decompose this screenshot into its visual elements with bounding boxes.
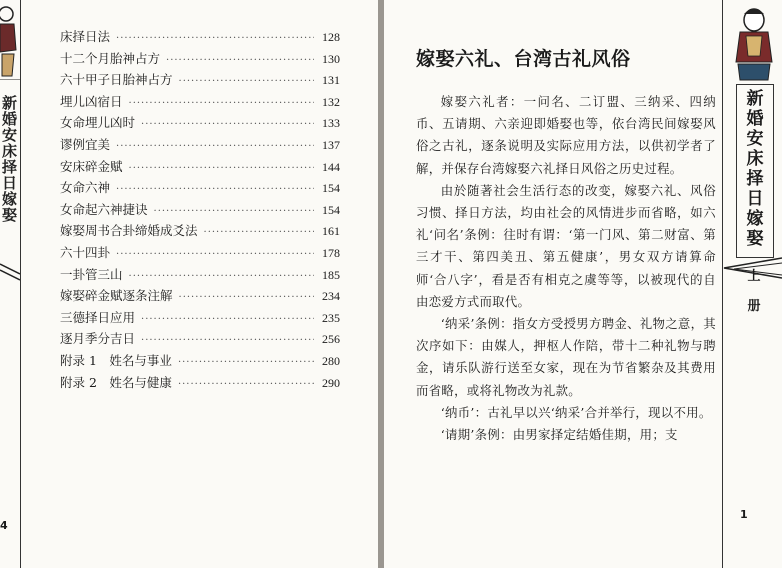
child-figure-icon	[732, 6, 776, 82]
toc-entry	[60, 70, 340, 92]
toc-leader-dots	[141, 335, 314, 346]
article	[416, 44, 716, 446]
toc-entry-page: 132	[322, 94, 340, 109]
right-page-number: 1	[740, 508, 748, 521]
toc-entry	[60, 243, 340, 265]
left-page-number: 4	[0, 519, 8, 532]
toc-leader-dots	[178, 357, 314, 368]
toc-entry-page: 131	[322, 73, 340, 88]
toc-leader-dots	[141, 314, 314, 325]
toc-entry-title: 六十四卦	[60, 244, 111, 260]
toc-entry-page: 235	[322, 310, 340, 325]
article-paragraph: ‘请期’条例：由男家择定结婚佳期，用；支	[440, 427, 678, 443]
article-paragraph: 嫁娶六礼者：一问名、二订盟、三纳采、四纳币、五请期、六亲迎即婚娶也等，依台湾民间嫁娶风俗之古礼，逐条说明及实际应用方法，以供初学者了解，并保存台湾嫁娶六礼择日风俗之历史过程。	[416, 94, 716, 176]
chevron-down-icon	[0, 262, 20, 284]
toc-entry-title: 逐月季分吉日	[60, 331, 136, 347]
toc-entry	[60, 178, 340, 200]
toc-entry-title: 嫁娶碎金赋逐条注解	[60, 288, 173, 304]
toc-entry	[60, 113, 340, 135]
toc-entry	[60, 265, 340, 287]
toc-entry-page: 130	[322, 51, 340, 66]
toc-entry-title: 谬例宜美	[60, 136, 111, 152]
toc-entry	[60, 27, 340, 49]
toc-entry-page: 154	[322, 202, 340, 217]
toc-entry-title: 十二个月胎神占方	[60, 50, 161, 66]
series-title-box	[736, 84, 774, 258]
spine-title-partial: 新婚安床择日嫁娶	[0, 95, 18, 223]
toc-entry	[60, 286, 340, 308]
toc-entry-title: 安床碎金赋	[60, 158, 123, 174]
article-title: 嫁娶六礼、台湾古礼风俗	[416, 48, 631, 70]
toc-entry-page: 185	[322, 267, 340, 282]
toc-entry-page: 133	[322, 116, 340, 131]
toc-leader-dots	[179, 76, 314, 87]
toc-leader-dots	[116, 249, 314, 260]
toc-entry-page: 154	[322, 181, 340, 196]
toc-entry	[60, 221, 340, 243]
table-of-contents	[60, 27, 340, 394]
toc-leader-dots	[179, 292, 314, 303]
toc-entry-page: 128	[322, 30, 340, 44]
toc-leader-dots	[129, 163, 314, 174]
toc-entry-page: 161	[322, 224, 340, 239]
toc-entry-page: 280	[322, 353, 340, 368]
article-paragraph: ‘纳币’：古礼早以兴‘纳采’合并举行，现以不用。	[440, 404, 712, 420]
figure-illustration-icon	[0, 0, 20, 80]
toc-entry	[60, 200, 340, 222]
toc-entry	[60, 351, 340, 373]
toc-leader-dots	[116, 184, 314, 195]
toc-entry-title: 附录 1 姓名与事业	[60, 352, 172, 368]
toc-leader-dots	[129, 98, 314, 109]
toc-entry	[60, 157, 340, 179]
toc-leader-dots	[129, 271, 314, 282]
toc-leader-dots	[141, 119, 314, 130]
toc-entry-title: 床择日法	[60, 29, 111, 44]
toc-entry-title: 女命起六神捷诀	[60, 201, 148, 217]
toc-entry-title: 嫁娶周书合卦缔婚成爻法	[60, 223, 198, 239]
toc-leader-dots	[154, 206, 314, 217]
right-spine-tab	[722, 0, 782, 568]
left-spine-tab	[0, 0, 22, 568]
toc-entry-title: 六十甲子日胎神占方	[60, 72, 173, 88]
toc-entry-title: 女命六神	[60, 180, 111, 196]
toc-entry-title: 埋儿凶宿日	[60, 93, 123, 109]
toc-entry-title: 女命埋儿凶时	[60, 115, 136, 131]
toc-entry-title: 附录 2 姓名与健康	[60, 374, 172, 390]
toc-entry	[60, 308, 340, 330]
toc-entry-title: 三德择日应用	[60, 309, 136, 325]
toc-entry	[60, 373, 340, 395]
article-body	[416, 91, 716, 446]
right-page	[384, 0, 782, 568]
toc-entry-page: 137	[322, 137, 340, 152]
left-page	[0, 0, 378, 568]
toc-entry-page: 290	[322, 375, 340, 390]
toc-entry-page: 234	[322, 289, 340, 304]
toc-entry	[60, 329, 340, 351]
toc-leader-dots	[166, 55, 314, 66]
toc-entry	[60, 92, 340, 114]
article-paragraph: 由於随著社会生活行态的改变，嫁娶六礼、风俗习惯、择日方法，均由社会的风情进步而省略，如六礼‘问名’条例：往时有谓：‘第一门风、第二财富、第三才干、第四美丑、第五健康’，男女双方请算命师‘合八字’，看是否有相克之虞等等，以被现代的自由恋爱方式而取代。	[416, 182, 716, 309]
article-paragraph: ‘纳采’条例：指女方受授男方聘金、礼物之意，其次序如下：由媒人，押枢人作陪，带十二种礼物与聘金，请乐队游行送至女家，现在为节省繁杂及其费用而省略，或将礼物改为礼款。	[416, 316, 716, 398]
toc-entry	[60, 49, 340, 71]
toc-leader-dots	[116, 141, 314, 152]
toc-entry-page: 144	[322, 159, 340, 174]
series-title: 新婚安床择日嫁娶	[746, 89, 764, 249]
toc-entry-page: 256	[322, 332, 340, 347]
toc-entry	[60, 135, 340, 157]
toc-leader-dots	[178, 379, 314, 390]
toc-leader-dots	[204, 227, 314, 238]
toc-entry-title: 一卦管三山	[60, 266, 123, 282]
toc-entry-page: 178	[322, 245, 340, 260]
toc-leader-dots	[116, 33, 314, 44]
volume-label: 上册	[747, 269, 761, 314]
